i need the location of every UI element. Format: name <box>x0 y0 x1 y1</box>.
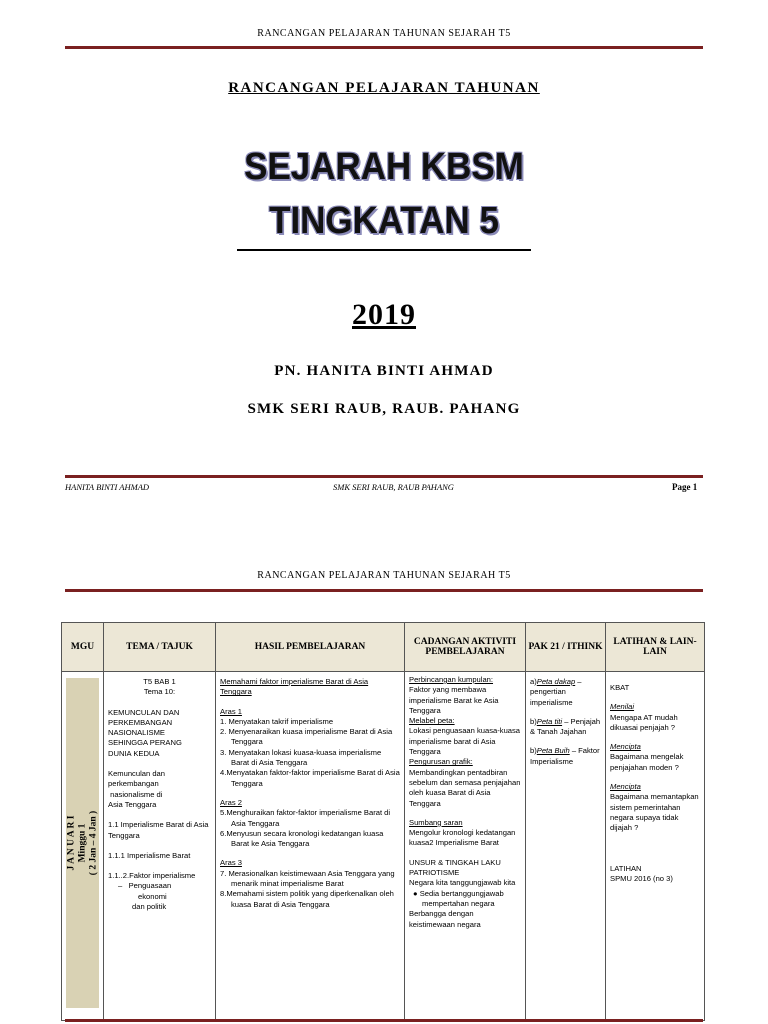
hasil-item: 8.Memahami sistem politik yang diperkenalkan oleh kuasa Barat di Asia Tenggara <box>220 889 394 909</box>
kbat-level: Mencipta <box>610 742 641 752</box>
aras-1-label: Aras 1 <box>220 706 242 716</box>
pak-item-c <box>530 746 601 767</box>
aktiviti-cell <box>405 672 526 1021</box>
hasil-item: 5.Menghuraikan faktor-faktor imperialisme Barat di Asia Tenggara <box>220 808 391 828</box>
tema-sub-line: Asia Tenggara <box>108 799 157 809</box>
bullet-icon: ● <box>413 888 418 898</box>
tema-sub-line: nasionalisme di <box>108 789 163 799</box>
tema-label: Tema 10: <box>143 687 176 697</box>
pak-cell <box>526 672 606 1021</box>
page-number: Page 1 <box>672 482 698 492</box>
pak-map-name: Peta titi <box>536 716 563 726</box>
aktiviti-text: Berbangga dengan keistimewaan negara <box>409 909 481 929</box>
kbat-question: Bagaimana memantapkan sistem pemerintahan negara supaya tidak dijajah ? <box>610 792 699 833</box>
pak-prefix: b) <box>530 716 537 726</box>
aktiviti-text: Negara kita tanggungjawab kita <box>409 878 516 888</box>
aras-3-label: Aras 3 <box>220 858 242 868</box>
kbat-question: Bagaimana mengelak penjajahan moden ? <box>610 752 684 772</box>
footer-rule <box>65 475 703 478</box>
topic-list-item: dan politik <box>132 902 167 912</box>
week-cell <box>62 672 104 1021</box>
col-header-tema: TEMA / TAJUK <box>104 623 216 672</box>
kbat-level: Mencipta <box>610 782 641 792</box>
month-name: J A N U A R I <box>66 815 76 871</box>
week-number: Minggu 1 <box>77 823 87 863</box>
col-header-mgu: MGU <box>62 623 104 672</box>
latihan-label: LATIHAN <box>610 863 642 873</box>
tema-title-line: SEHINGGA PERANG <box>108 738 182 748</box>
topic-list-item: – Penguasaan <box>118 881 172 891</box>
pak-prefix: b) <box>530 746 537 756</box>
pak-item-b <box>530 717 601 738</box>
kbat-question: Mengapa AT mudah dikuasai penjajah ? <box>610 712 678 732</box>
kbat-label: KBAT <box>610 683 630 692</box>
month-band <box>66 678 99 1008</box>
hasil-item: 4.Menyatakan faktor-faktor imperialisme Barat di Asia Tenggara <box>220 768 400 788</box>
footer-author: HANITA BINTI AHMAD <box>65 482 150 492</box>
aktiviti-text: Membandingkan pentadbiran sebelum dan semasa penjajahan oleh kuasa Barat di Asia Tenggara <box>409 767 521 808</box>
col-header-aktiviti: CADANGAN AKTIVITI PEMBELAJARAN <box>405 623 526 672</box>
hasil-item: 7. Merasionalkan keistimewaan Asia Tenggara yang menarik minat imperialisme Barat <box>220 868 395 889</box>
aktiviti-heading: Pengurusan grafik: <box>409 757 473 767</box>
tema-title-line: NASIONALISME <box>108 728 165 738</box>
teacher-name: PN. HANITA BINTI AHMAD <box>274 363 494 379</box>
latihan-cell <box>606 672 705 1021</box>
aras-2-label: Aras 2 <box>220 797 242 807</box>
page2-header-rule <box>65 589 703 592</box>
hasil-intro: Memahami faktor imperialisme Barat di Asia Tenggara <box>220 677 369 697</box>
lesson-plan-table <box>61 622 705 1021</box>
aktiviti-heading: Melabel peta: <box>409 716 455 726</box>
tema-title-line: PERKEMBANGAN <box>108 717 173 727</box>
topic-1-1-1: 1.1.1 Imperialisme Barat <box>108 850 191 860</box>
pak-desc: – Penjajah & Tanah Jajahan <box>530 716 601 737</box>
page-header: RANCANGAN PELAJARAN TAHUNAN SEJARAH T5 <box>257 28 511 39</box>
latihan-ref: SPMU 2016 (no 3) <box>610 873 673 883</box>
pak-desc: – Faktor Imperialisme <box>530 746 600 766</box>
pak-map-name: Peta Buih <box>536 746 570 756</box>
document-title-line2: TINGKATAN 5 <box>269 200 499 242</box>
patriotisme-heading: UNSUR & TINGKAH LAKU PATRIOTISME <box>409 857 501 878</box>
hasil-cell <box>216 672 405 1021</box>
aktiviti-text: Lokasi penguasaan kuasa-kuasa imperialisme barat di Asia Tenggara <box>409 726 521 757</box>
tema-sub-line: Kemunculan dan <box>108 769 165 779</box>
hasil-item: 3. Menyatakan lokasi kuasa-kuasa imperialisme Barat di Asia Tenggara <box>220 747 382 768</box>
week-dates: ( 2 Jan – 4 Jan ) <box>88 810 98 876</box>
table-header-row <box>62 623 705 672</box>
col-header-hasil: HASIL PEMBELAJARAN <box>216 623 405 672</box>
topic-1-1: 1.1 Imperialisme Barat di Asia Tenggara <box>108 820 209 840</box>
document-year: 2019 <box>352 298 416 331</box>
tema-title-line: KEMUNCULAN DAN <box>108 707 180 717</box>
page2-header: RANCANGAN PELAJARAN TAHUNAN SEJARAH T5 <box>257 570 511 581</box>
pak-desc: – pengertian imperialisme <box>530 677 582 707</box>
topic-list-item: ekonomi <box>138 891 167 901</box>
aktiviti-text: Faktor yang membawa imperialisme Barat ke Asia Tenggara <box>409 685 499 715</box>
tema-sub-line: perkembangan <box>108 779 159 789</box>
pak-map-name: Peta dakap <box>536 677 576 686</box>
topic-item-text: Penguasaan <box>128 881 172 891</box>
page-gap <box>0 520 768 530</box>
aktiviti-text: Mengolur kronologi kedatangan kuasa2 Imperialisme Barat <box>409 828 516 848</box>
title-underline <box>237 249 531 251</box>
page2-bottom-rule <box>65 1019 703 1022</box>
month-label <box>66 811 99 875</box>
school-name: SMK SERI RAUB, RAUB. PAHANG <box>247 401 521 417</box>
bullet-text: Sedia bertanggungjawab mempertahan negara <box>419 888 504 908</box>
col-header-latihan: LATIHAN & LAIN-LAIN <box>606 623 705 672</box>
col-header-pak: PAK 21 / ITHINK <box>526 623 606 672</box>
bab-label: T5 BAB 1 <box>143 677 176 686</box>
aktiviti-heading: Sumbang saran <box>409 817 463 827</box>
header-rule <box>65 46 703 49</box>
aktiviti-heading: Perbincangan kumpulan: <box>409 675 494 684</box>
bullet-item <box>409 889 521 910</box>
tema-title-line: DUNIA KEDUA <box>108 748 160 758</box>
tema-cell <box>104 672 216 1021</box>
hasil-item: 2. Menyenaraikan kuasa imperialisme Barat di Asia Tenggara <box>220 727 393 747</box>
footer-school: SMK SERI RAUB, RAUB PAHANG <box>333 482 454 492</box>
pak-prefix: a) <box>530 677 537 686</box>
table-row <box>62 672 705 1021</box>
hasil-item: 6.Menyusun secara kronologi kedatangan kuasa Barat ke Asia Tenggara <box>220 828 384 849</box>
kbat-level: Menilai <box>610 702 635 712</box>
document-subtitle: RANCANGAN PELAJARAN TAHUNAN <box>228 80 540 96</box>
pak-item-a <box>530 677 601 708</box>
topic-1-1-2: 1.1..2.Faktor imperialisme <box>108 871 196 881</box>
hasil-item: 1. Menyatakan takrif imperialisme <box>220 716 334 726</box>
document-title-line1: SEJARAH KBSM <box>244 146 524 188</box>
